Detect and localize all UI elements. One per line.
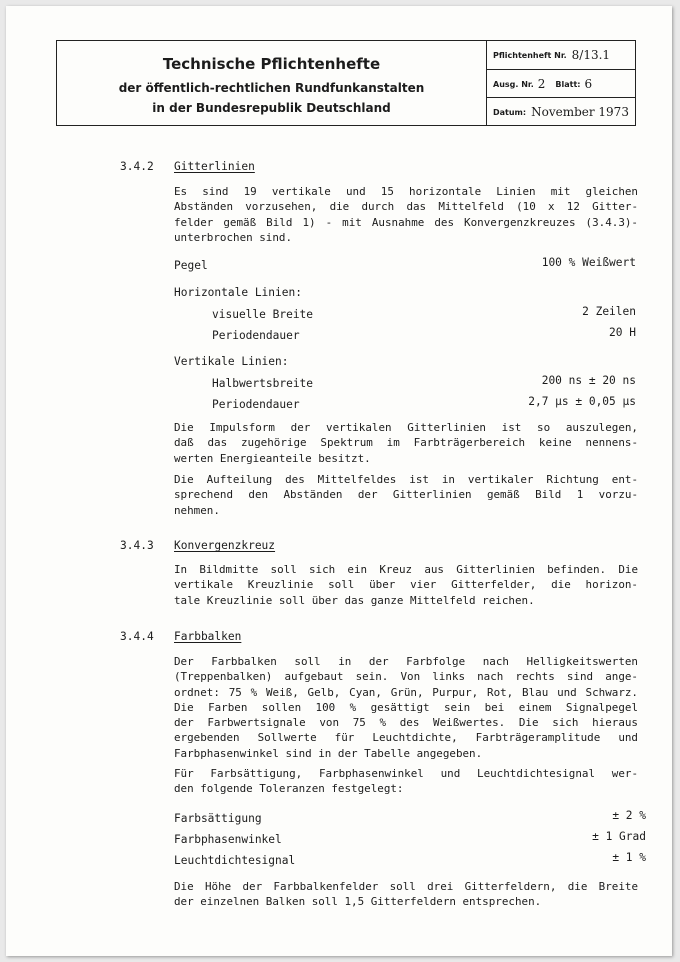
text-line: felder gemäß Bild 1) - mit Ausnahme des Konvergenzkreuzes (3.4.3)-	[174, 215, 638, 229]
pflichtenheft-label: Pflichtenheft Nr.	[493, 50, 567, 60]
text-line: Die Höhe der Farbbalkenfelder soll drei Gitterfeldern, die Breite	[174, 880, 638, 893]
text-line: den folgende Toleranzen festgelegt:	[174, 782, 404, 796]
v-periode-label: Periodendauer	[212, 398, 300, 411]
paragraph-342-aufteilung	[174, 472, 638, 518]
vertical-lines-heading: Vertikale Linien:	[174, 355, 289, 368]
text-line: Die Aufteilung des Mittelfeldes ist in vertikaler Richtung ent-	[174, 473, 638, 486]
header-title-block	[57, 41, 487, 125]
section-number-344: 3.4.4	[120, 630, 154, 643]
document-page	[6, 6, 672, 956]
datum-label: Datum:	[493, 107, 527, 117]
text-line: der Farbwertsignale von 75 % des Weißwertes. Die sich hieraus	[174, 716, 638, 730]
text-line: der einzelnen Balken soll 1,5 Gitterfeldern entsprechen.	[174, 895, 542, 909]
pflichtenheft-row	[487, 41, 635, 69]
text-line: ergebenden Sollwerte für Leuchtdichte, Farbträgeramplitude und	[174, 731, 638, 745]
document-header	[56, 40, 636, 126]
ausgabe-label: Ausg. Nr.	[493, 79, 534, 89]
text-line: Die Impulsform der vertikalen Gitterlinien ist so auszulegen,	[174, 421, 638, 434]
paragraph-344-toleranzen	[174, 766, 638, 797]
section-title-343: Konvergenzkreuz	[174, 539, 276, 552]
text-line: nehmen.	[174, 503, 220, 517]
text-line: werten Energieanteile besitzt.	[174, 451, 371, 465]
h-periode-value: 20 H	[609, 326, 636, 339]
ausgabe-row	[487, 69, 635, 98]
text-line: Die Farben sollen 100 % gesättigt sein bei einem Signalpegel	[174, 700, 638, 714]
farbphasenwinkel-label: Farbphasenwinkel	[174, 833, 282, 846]
text-line: Farbphasenwinkel sind in der Tabelle angegeben.	[174, 746, 483, 760]
farbsaettigung-label: Farbsättigung	[174, 812, 262, 825]
paragraph-344-farbbalken	[174, 654, 638, 761]
text-line: Für Farbsättigung, Farbphasenwinkel und Leuchtdichtesignal wer-	[174, 767, 638, 780]
ausgabe-value: 2	[537, 77, 546, 91]
blatt-value: 6	[584, 77, 593, 91]
pegel-value: 100 % Weißwert	[541, 256, 636, 269]
paragraph-342-impulsform	[174, 420, 638, 466]
v-periode-value: 2,7 µs ± 0,05 µs	[528, 395, 636, 408]
v-halbwertsbreite-label: Halbwertsbreite	[212, 377, 314, 390]
text-line: daß das zugehörige Spektrum im Farbträgerbereich keine nennens-	[174, 436, 638, 450]
leuchtdichtesignal-label: Leuchtdichtesignal	[174, 854, 296, 867]
pflichtenheft-value: 8/13.1	[571, 48, 611, 62]
horizontal-lines-heading: Horizontale Linien:	[174, 286, 302, 299]
text-line: vertikale Kreuzlinie soll über vier Gitterfelder, die horizon-	[174, 578, 638, 592]
text-line: Abständen vorzusehen, die durch das Mittelfeld (10 x 12 Gitter-	[174, 200, 638, 214]
datum-row	[487, 97, 635, 126]
leuchtdichtesignal-value: ± 1 %	[612, 851, 646, 864]
text-line: Es sind 19 vertikale und 15 horizontale Linien mit gleichen	[174, 185, 638, 198]
paragraph-343	[174, 562, 638, 608]
text-line: sprechend den Abständen der Gitterlinien gemäß Bild 1 vorzu-	[174, 488, 638, 502]
h-breite-label: visuelle Breite	[212, 308, 314, 321]
text-line: Der Farbbalken soll in der Farbfolge nach Helligkeitswerten	[174, 655, 638, 668]
h-breite-value: 2 Zeilen	[582, 305, 636, 318]
h-periode-label: Periodendauer	[212, 329, 300, 342]
text-line: unterbrochen sind.	[174, 230, 293, 244]
paragraph-344-hoehe	[174, 879, 638, 910]
v-halbwertsbreite-value: 200 ns ± 20 ns	[541, 374, 636, 387]
text-line: (Treppenbalken) aufgebaut sein. Von links nach rechts sind ange-	[174, 670, 638, 684]
section-number-342: 3.4.2	[120, 160, 154, 173]
header-meta-block	[487, 41, 635, 125]
farbsaettigung-value: ± 2 %	[612, 809, 646, 822]
section-number-343: 3.4.3	[120, 539, 154, 552]
datum-value: November 1973	[531, 105, 629, 119]
section-title-342: Gitterlinien	[174, 160, 255, 173]
header-title: Technische Pflichtenhefte	[162, 55, 381, 73]
paragraph-342-intro	[174, 184, 638, 245]
header-subtitle-2: in der Bundesrepublik Deutschland	[152, 101, 391, 115]
blatt-label: Blatt:	[555, 79, 581, 89]
text-line: tale Kreuzlinie soll über das ganze Mittelfeld reichen.	[174, 593, 535, 607]
section-title-344: Farbbalken	[174, 630, 242, 643]
text-line: ordnet: 75 % Weiß, Gelb, Cyan, Grün, Purpur, Rot, Blau und Schwarz.	[174, 685, 638, 699]
pegel-label: Pegel	[174, 259, 208, 272]
text-line: In Bildmitte soll sich ein Kreuz aus Gitterlinien befinden. Die	[174, 563, 638, 576]
farbphasenwinkel-value: ± 1 Grad	[592, 830, 646, 843]
header-subtitle-1: der öffentlich-rechtlichen Rundfunkanstalten	[118, 81, 425, 95]
